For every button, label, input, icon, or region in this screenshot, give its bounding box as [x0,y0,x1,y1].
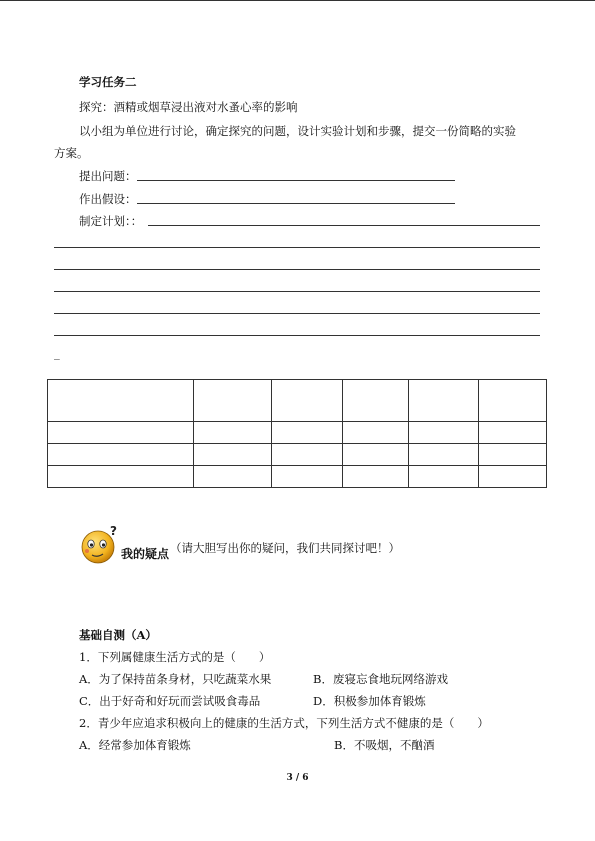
plan-line-4[interactable] [54,313,540,314]
plan-line-5[interactable] [54,335,540,336]
table-cell[interactable] [272,444,343,466]
doubt-prompt: （请大胆写出你的疑问，我们共同探讨吧！） [170,541,400,555]
table-cell[interactable] [194,422,272,444]
table-cell[interactable] [194,444,272,466]
hypothesis-label: 作出假设： [79,192,137,206]
instruction-line-1: 以小组为单位进行讨论，确定探究的问题，设计实验计划和步骤，提交一份简略的实验 [79,124,516,138]
table-cell[interactable] [194,466,272,488]
table-cell[interactable] [343,444,409,466]
table-cell[interactable] [409,380,479,422]
instruction-line-2: 方案。 [54,146,89,160]
hypothesis-answer-line[interactable] [137,203,455,204]
trailing-dash: _ [54,346,60,360]
table-cell[interactable] [409,466,479,488]
table-cell[interactable] [272,422,343,444]
table-cell[interactable] [343,422,409,444]
q1-option-a[interactable]: A．为了保持苗条身材，只吃蔬菜水果 [79,672,272,686]
table-cell[interactable] [272,380,343,422]
q1-option-d[interactable]: D．积极参加体育锻炼 [313,694,426,708]
thinking-face-icon [79,525,123,565]
table-cell[interactable] [409,444,479,466]
table-row [48,422,547,444]
q2-option-b[interactable]: B．不吸烟，不酗酒 [334,738,435,752]
table-row [48,444,547,466]
top-rule [0,0,595,1]
table-row [48,380,547,422]
table-cell[interactable] [343,466,409,488]
table-cell[interactable] [409,422,479,444]
table-row [48,466,547,488]
doubt-label: 我的疑点 [121,547,170,561]
table-cell[interactable] [479,466,547,488]
page-number: 3 / 6 [286,773,309,783]
plan-line-3[interactable] [54,291,540,292]
table-cell[interactable] [479,444,547,466]
table-cell[interactable] [272,466,343,488]
question-2: 2．青少年应追求积极向上的健康的生活方式，下列生活方式不健康的是（ ） [79,716,489,730]
q2-option-a[interactable]: A．经常参加体育锻炼 [79,738,191,752]
svg-text:?: ? [110,525,117,538]
plan-label: 制定计划：： [79,214,143,228]
q1-option-c[interactable]: C．出于好奇和好玩而尝试吸食毒品 [79,694,261,708]
table-cell[interactable] [479,422,547,444]
task2-heading: 学习任务二 [79,75,137,89]
question-label: 提出问题： [79,169,137,183]
experiment-record-table [47,379,547,488]
table-cell[interactable] [48,466,194,488]
table-cell[interactable] [48,422,194,444]
table-cell[interactable] [479,380,547,422]
quiz-heading: 基础自测（A） [79,628,157,642]
plan-answer-line[interactable] [148,225,540,226]
table-cell[interactable] [343,380,409,422]
question-1: 1．下列属健康生活方式的是（ ） [79,650,271,664]
q1-option-b[interactable]: B．废寝忘食地玩网络游戏 [313,672,448,686]
question-answer-line[interactable] [137,180,455,181]
plan-line-1[interactable] [54,247,540,248]
explore-topic: 探究：酒精或烟草浸出液对水蚤心率的影响 [79,100,298,114]
plan-line-2[interactable] [54,269,540,270]
table-cell[interactable] [48,380,194,422]
table-cell[interactable] [194,380,272,422]
table-cell[interactable] [48,444,194,466]
